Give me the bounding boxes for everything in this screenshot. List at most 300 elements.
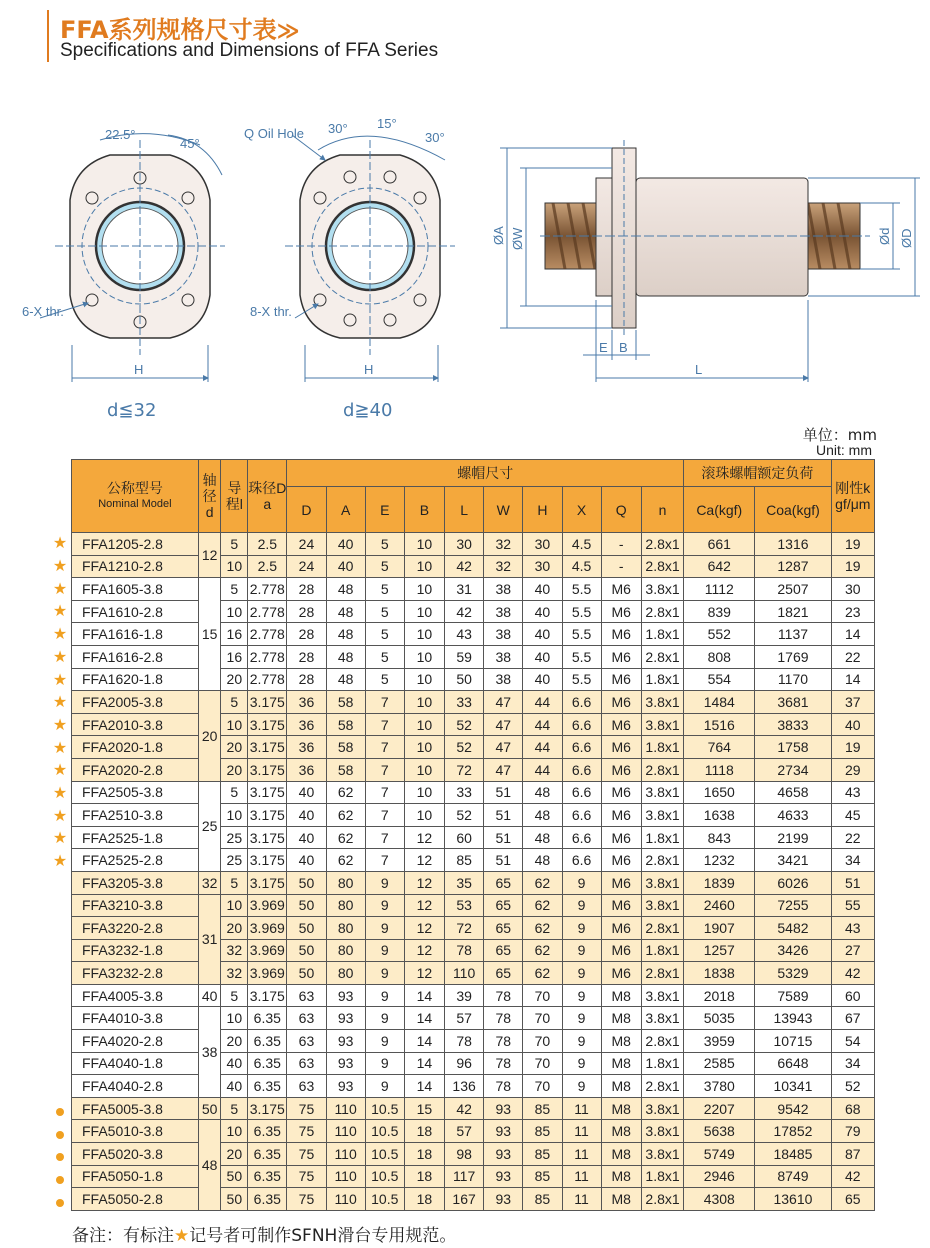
value-cell: 10 bbox=[404, 600, 444, 623]
value-cell: 93 bbox=[484, 1120, 523, 1143]
value-cell: 661 bbox=[684, 533, 755, 556]
value-cell: 2.778 bbox=[248, 600, 287, 623]
dimension-label: L bbox=[695, 362, 703, 377]
value-cell: 33 bbox=[445, 691, 484, 714]
value-cell: 3.8x1 bbox=[641, 1143, 683, 1166]
model-cell: FFA2525-2.8 bbox=[72, 849, 199, 872]
dot-icon bbox=[48, 1101, 72, 1124]
value-cell: 18485 bbox=[755, 1143, 831, 1166]
value-cell: 50 bbox=[445, 668, 484, 691]
value-cell: 34 bbox=[831, 849, 874, 872]
value-cell: 40 bbox=[326, 555, 365, 578]
value-cell: 50 bbox=[221, 1165, 248, 1188]
dimension-label: ØW bbox=[510, 227, 525, 250]
model-cell: FFA5010-3.8 bbox=[72, 1120, 199, 1143]
value-cell: 36 bbox=[287, 736, 326, 759]
value-cell: M6 bbox=[601, 713, 641, 736]
value-cell: 13610 bbox=[755, 1188, 831, 1211]
marker-empty bbox=[48, 942, 72, 965]
value-cell: 2.8x1 bbox=[641, 1075, 683, 1098]
value-cell: 6026 bbox=[755, 871, 831, 894]
value-cell: 1.8x1 bbox=[641, 1165, 683, 1188]
value-cell: 38 bbox=[198, 1007, 221, 1097]
angle-label: 30° bbox=[425, 130, 445, 145]
star-icon: ★ bbox=[52, 671, 68, 689]
marker-empty bbox=[48, 1078, 72, 1101]
value-cell: 7 bbox=[365, 691, 404, 714]
value-cell: 10.5 bbox=[365, 1143, 404, 1166]
value-cell: 5 bbox=[365, 533, 404, 556]
value-cell: 85 bbox=[445, 849, 484, 872]
value-cell: 15 bbox=[198, 578, 221, 691]
dimension-label: E bbox=[599, 340, 608, 355]
value-cell: 93 bbox=[326, 1052, 365, 1075]
value-cell: 7 bbox=[365, 713, 404, 736]
header-model: 公称型号 Nominal Model bbox=[72, 460, 199, 533]
value-cell: 2018 bbox=[684, 984, 755, 1007]
value-cell: 18 bbox=[404, 1143, 444, 1166]
model-cell: FFA5050-1.8 bbox=[72, 1165, 199, 1188]
table-row bbox=[72, 1143, 875, 1166]
value-cell: 9 bbox=[365, 1030, 404, 1053]
value-cell: 2734 bbox=[755, 758, 831, 781]
value-cell: 5638 bbox=[684, 1120, 755, 1143]
value-cell: 4633 bbox=[755, 804, 831, 827]
title-arrow-icon: ≫ bbox=[276, 19, 296, 44]
oil-hole-label: Q Oil Hole bbox=[244, 126, 304, 141]
value-cell: 1137 bbox=[755, 623, 831, 646]
table-row bbox=[72, 1120, 875, 1143]
value-cell: 2.8x1 bbox=[641, 533, 683, 556]
table-row bbox=[72, 533, 875, 556]
value-cell: 9 bbox=[562, 1052, 601, 1075]
value-cell: 5 bbox=[221, 781, 248, 804]
value-cell: 12 bbox=[404, 894, 444, 917]
value-cell: 48 bbox=[326, 645, 365, 668]
angle-label: 30° bbox=[328, 121, 348, 136]
value-cell: 10 bbox=[404, 578, 444, 601]
value-cell: 50 bbox=[287, 939, 326, 962]
value-cell: 7589 bbox=[755, 984, 831, 1007]
star-icon: ★ bbox=[52, 648, 68, 666]
value-cell: 110 bbox=[445, 962, 484, 985]
model-cell: FFA4040-2.8 bbox=[72, 1075, 199, 1098]
model-cell: FFA2505-3.8 bbox=[72, 781, 199, 804]
value-cell: M6 bbox=[601, 871, 641, 894]
value-cell: 1.8x1 bbox=[641, 623, 683, 646]
value-cell: 2.778 bbox=[248, 668, 287, 691]
flange-drawing-small bbox=[40, 134, 225, 382]
value-cell: 6.35 bbox=[248, 1007, 287, 1030]
model-cell: FFA5005-3.8 bbox=[72, 1097, 199, 1120]
value-cell: M8 bbox=[601, 984, 641, 1007]
model-cell: FFA1205-2.8 bbox=[72, 533, 199, 556]
value-cell: M6 bbox=[601, 736, 641, 759]
value-cell: 55 bbox=[831, 894, 874, 917]
value-cell: 6.6 bbox=[562, 713, 601, 736]
value-cell: 10 bbox=[404, 555, 444, 578]
value-cell: M6 bbox=[601, 894, 641, 917]
value-cell: 62 bbox=[326, 826, 365, 849]
value-cell: 62 bbox=[523, 871, 562, 894]
value-cell: 62 bbox=[326, 804, 365, 827]
value-cell: 65 bbox=[484, 871, 523, 894]
value-cell: 12 bbox=[404, 871, 444, 894]
value-cell: 47 bbox=[484, 736, 523, 759]
value-cell: 20 bbox=[221, 758, 248, 781]
value-cell: 12 bbox=[198, 533, 221, 578]
value-cell: 3.175 bbox=[248, 804, 287, 827]
value-cell: 7 bbox=[365, 849, 404, 872]
value-cell: 9 bbox=[365, 1052, 404, 1075]
value-cell: 51 bbox=[484, 826, 523, 849]
value-cell: 167 bbox=[445, 1188, 484, 1211]
technical-drawings bbox=[0, 100, 930, 420]
value-cell: M6 bbox=[601, 623, 641, 646]
star-icon: ★ bbox=[52, 603, 68, 621]
value-cell: 52 bbox=[445, 713, 484, 736]
value-cell: 1232 bbox=[684, 849, 755, 872]
value-cell: 6.6 bbox=[562, 849, 601, 872]
value-cell: 16 bbox=[221, 645, 248, 668]
value-cell: 9 bbox=[365, 984, 404, 1007]
value-cell: 11 bbox=[562, 1165, 601, 1188]
value-cell: 9 bbox=[562, 1030, 601, 1053]
table-row bbox=[72, 668, 875, 691]
value-cell: 93 bbox=[326, 1030, 365, 1053]
value-cell: 14 bbox=[404, 984, 444, 1007]
value-cell: 37 bbox=[831, 691, 874, 714]
value-cell: 93 bbox=[326, 984, 365, 1007]
marker-empty bbox=[48, 987, 72, 1010]
value-cell: 93 bbox=[484, 1097, 523, 1120]
value-cell: 50 bbox=[287, 894, 326, 917]
value-cell: 117 bbox=[445, 1165, 484, 1188]
dot-icon bbox=[48, 1169, 72, 1192]
value-cell: 75 bbox=[287, 1097, 326, 1120]
dot-icon bbox=[48, 1123, 72, 1146]
value-cell: 38 bbox=[484, 623, 523, 646]
value-cell: 78 bbox=[445, 1030, 484, 1053]
value-cell: 1638 bbox=[684, 804, 755, 827]
table-row bbox=[72, 623, 875, 646]
value-cell: 23 bbox=[831, 600, 874, 623]
value-cell: 554 bbox=[684, 668, 755, 691]
table-row bbox=[72, 849, 875, 872]
value-cell: 93 bbox=[484, 1143, 523, 1166]
value-cell: 3.8x1 bbox=[641, 1097, 683, 1120]
value-cell: - bbox=[601, 533, 641, 556]
value-cell: 40 bbox=[523, 645, 562, 668]
value-cell: 14 bbox=[404, 1052, 444, 1075]
value-cell: 7 bbox=[365, 781, 404, 804]
value-cell: 47 bbox=[484, 758, 523, 781]
value-cell: M6 bbox=[601, 939, 641, 962]
drawing-caption-small: d≦32 bbox=[107, 400, 157, 421]
value-cell: M8 bbox=[601, 1075, 641, 1098]
title-accent-bar bbox=[47, 10, 49, 62]
value-cell: 58 bbox=[326, 736, 365, 759]
value-cell: 843 bbox=[684, 826, 755, 849]
model-cell: FFA5020-3.8 bbox=[72, 1143, 199, 1166]
value-cell: 6.35 bbox=[248, 1120, 287, 1143]
value-cell: 40 bbox=[287, 781, 326, 804]
value-cell: 48 bbox=[326, 623, 365, 646]
value-cell: - bbox=[601, 555, 641, 578]
value-cell: 3.175 bbox=[248, 849, 287, 872]
value-cell: 80 bbox=[326, 939, 365, 962]
value-cell: 28 bbox=[287, 623, 326, 646]
value-cell: 10 bbox=[404, 713, 444, 736]
value-cell: 38 bbox=[484, 645, 523, 668]
value-cell: M8 bbox=[601, 1120, 641, 1143]
model-cell: FFA5050-2.8 bbox=[72, 1188, 199, 1211]
value-cell: 18 bbox=[404, 1120, 444, 1143]
value-cell: 4.5 bbox=[562, 555, 601, 578]
value-cell: M6 bbox=[601, 849, 641, 872]
value-cell: 10 bbox=[221, 894, 248, 917]
value-cell: 28 bbox=[287, 600, 326, 623]
value-cell: 5 bbox=[365, 645, 404, 668]
value-cell: 1257 bbox=[684, 939, 755, 962]
value-cell: 14 bbox=[404, 1075, 444, 1098]
value-cell: 12 bbox=[404, 917, 444, 940]
table-row bbox=[72, 826, 875, 849]
header-col: Ca(kgf) bbox=[684, 487, 755, 533]
star-icon: ★ bbox=[52, 694, 68, 712]
value-cell: 62 bbox=[523, 962, 562, 985]
value-cell: 47 bbox=[484, 713, 523, 736]
value-cell: 34 bbox=[831, 1052, 874, 1075]
value-cell: 5 bbox=[365, 600, 404, 623]
value-cell: 38 bbox=[484, 668, 523, 691]
value-cell: 52 bbox=[445, 736, 484, 759]
value-cell: 27 bbox=[831, 939, 874, 962]
value-cell: 36 bbox=[287, 691, 326, 714]
value-cell: 10 bbox=[404, 533, 444, 556]
value-cell: 10 bbox=[404, 623, 444, 646]
value-cell: 5035 bbox=[684, 1007, 755, 1030]
value-cell: 3681 bbox=[755, 691, 831, 714]
table-row bbox=[72, 645, 875, 668]
value-cell: 10 bbox=[404, 691, 444, 714]
value-cell: 24 bbox=[287, 533, 326, 556]
table-row bbox=[72, 758, 875, 781]
value-cell: 20 bbox=[221, 917, 248, 940]
value-cell: 80 bbox=[326, 962, 365, 985]
header-col: E bbox=[365, 487, 404, 533]
table-row bbox=[72, 555, 875, 578]
value-cell: 65 bbox=[484, 917, 523, 940]
value-cell: 1758 bbox=[755, 736, 831, 759]
value-cell: 16 bbox=[221, 623, 248, 646]
value-cell: 10 bbox=[221, 804, 248, 827]
value-cell: 11 bbox=[562, 1188, 601, 1211]
value-cell: M6 bbox=[601, 668, 641, 691]
table-row bbox=[72, 736, 875, 759]
value-cell: 70 bbox=[523, 1052, 562, 1075]
value-cell: M6 bbox=[601, 804, 641, 827]
value-cell: 42 bbox=[445, 1097, 484, 1120]
value-cell: M8 bbox=[601, 1007, 641, 1030]
table-row bbox=[72, 691, 875, 714]
value-cell: 3.8x1 bbox=[641, 804, 683, 827]
table-row bbox=[72, 984, 875, 1007]
value-cell: 4.5 bbox=[562, 533, 601, 556]
value-cell: 3.969 bbox=[248, 939, 287, 962]
value-cell: 7255 bbox=[755, 894, 831, 917]
page-subtitle: Specifications and Dimensions of FFA Series bbox=[60, 40, 439, 61]
value-cell: 32 bbox=[221, 939, 248, 962]
value-cell: 40 bbox=[221, 1052, 248, 1075]
value-cell: 12 bbox=[404, 939, 444, 962]
value-cell: 63 bbox=[287, 1030, 326, 1053]
value-cell: 75 bbox=[287, 1120, 326, 1143]
value-cell: 78 bbox=[445, 939, 484, 962]
value-cell: M8 bbox=[601, 1052, 641, 1075]
value-cell: 2.8x1 bbox=[641, 758, 683, 781]
value-cell: 96 bbox=[445, 1052, 484, 1075]
value-cell: 40 bbox=[287, 804, 326, 827]
value-cell: 51 bbox=[484, 781, 523, 804]
value-cell: 85 bbox=[523, 1143, 562, 1166]
angle-label: 45° bbox=[180, 136, 200, 151]
value-cell: 10 bbox=[221, 713, 248, 736]
dimension-label: Ød bbox=[877, 227, 892, 245]
value-cell: 9 bbox=[365, 894, 404, 917]
header-rigidity: 刚性kgf/μm bbox=[831, 460, 874, 533]
dimension-label: B bbox=[619, 340, 628, 355]
value-cell: 87 bbox=[831, 1143, 874, 1166]
value-cell: 93 bbox=[484, 1188, 523, 1211]
value-cell: 54 bbox=[831, 1030, 874, 1053]
value-cell: 57 bbox=[445, 1007, 484, 1030]
value-cell: 2.8x1 bbox=[641, 555, 683, 578]
value-cell: 5 bbox=[365, 555, 404, 578]
value-cell: 13943 bbox=[755, 1007, 831, 1030]
value-cell: 5 bbox=[365, 668, 404, 691]
value-cell: 40 bbox=[221, 1075, 248, 1098]
value-cell: 42 bbox=[831, 962, 874, 985]
value-cell: 72 bbox=[445, 917, 484, 940]
value-cell: 75 bbox=[287, 1165, 326, 1188]
value-cell: 4658 bbox=[755, 781, 831, 804]
model-cell: FFA2510-3.8 bbox=[72, 804, 199, 827]
value-cell: 1907 bbox=[684, 917, 755, 940]
flange-drawing-large bbox=[285, 135, 455, 382]
value-cell: 28 bbox=[287, 668, 326, 691]
value-cell: 62 bbox=[326, 849, 365, 872]
value-cell: 63 bbox=[287, 984, 326, 1007]
value-cell: 9 bbox=[365, 1075, 404, 1098]
value-cell: 2.8x1 bbox=[641, 849, 683, 872]
value-cell: 2.8x1 bbox=[641, 962, 683, 985]
value-cell: 764 bbox=[684, 736, 755, 759]
value-cell: 32 bbox=[484, 555, 523, 578]
value-cell: 40 bbox=[198, 984, 221, 1007]
value-cell: 6.6 bbox=[562, 736, 601, 759]
value-cell: 1.8x1 bbox=[641, 736, 683, 759]
value-cell: 43 bbox=[831, 917, 874, 940]
value-cell: 3.175 bbox=[248, 871, 287, 894]
value-cell: 8749 bbox=[755, 1165, 831, 1188]
value-cell: 85 bbox=[523, 1188, 562, 1211]
value-cell: 25 bbox=[221, 826, 248, 849]
value-cell: 44 bbox=[523, 758, 562, 781]
value-cell: 110 bbox=[326, 1097, 365, 1120]
value-cell: 5482 bbox=[755, 917, 831, 940]
value-cell: 1.8x1 bbox=[641, 1052, 683, 1075]
value-cell: 75 bbox=[287, 1188, 326, 1211]
value-cell: M6 bbox=[601, 826, 641, 849]
value-cell: 4308 bbox=[684, 1188, 755, 1211]
value-cell: 70 bbox=[523, 1075, 562, 1098]
model-cell: FFA1620-1.8 bbox=[72, 668, 199, 691]
header-col: W bbox=[484, 487, 523, 533]
value-cell: 6.35 bbox=[248, 1075, 287, 1098]
value-cell: 10 bbox=[404, 645, 444, 668]
model-cell: FFA4020-2.8 bbox=[72, 1030, 199, 1053]
value-cell: M6 bbox=[601, 781, 641, 804]
table-row bbox=[72, 1030, 875, 1053]
value-cell: 32 bbox=[484, 533, 523, 556]
value-cell: 59 bbox=[445, 645, 484, 668]
value-cell: 839 bbox=[684, 600, 755, 623]
value-cell: 32 bbox=[221, 962, 248, 985]
value-cell: 9 bbox=[365, 1007, 404, 1030]
header-col: Coa(kgf) bbox=[755, 487, 831, 533]
marker-empty bbox=[48, 1010, 72, 1033]
value-cell: 1112 bbox=[684, 578, 755, 601]
model-cell: FFA2020-1.8 bbox=[72, 736, 199, 759]
value-cell: 40 bbox=[523, 668, 562, 691]
value-cell: 5 bbox=[221, 1097, 248, 1120]
value-cell: 85 bbox=[523, 1165, 562, 1188]
value-cell: M8 bbox=[601, 1165, 641, 1188]
value-cell: 40 bbox=[326, 533, 365, 556]
value-cell: 17852 bbox=[755, 1120, 831, 1143]
value-cell: 48 bbox=[523, 781, 562, 804]
model-cell: FFA3232-2.8 bbox=[72, 962, 199, 985]
value-cell: 40 bbox=[287, 826, 326, 849]
value-cell: 93 bbox=[326, 1075, 365, 1098]
value-cell: 9 bbox=[562, 962, 601, 985]
header-col: X bbox=[562, 487, 601, 533]
value-cell: 9 bbox=[365, 917, 404, 940]
value-cell: 11 bbox=[562, 1143, 601, 1166]
value-cell: 45 bbox=[831, 804, 874, 827]
model-cell: FFA3205-3.8 bbox=[72, 871, 199, 894]
value-cell: 43 bbox=[445, 623, 484, 646]
value-cell: 63 bbox=[287, 1052, 326, 1075]
marker-empty bbox=[48, 1032, 72, 1055]
value-cell: 48 bbox=[326, 600, 365, 623]
value-cell: 3.175 bbox=[248, 826, 287, 849]
value-cell: 9 bbox=[562, 894, 601, 917]
value-cell: 38 bbox=[484, 600, 523, 623]
value-cell: 52 bbox=[445, 804, 484, 827]
value-cell: 50 bbox=[287, 962, 326, 985]
value-cell: 65 bbox=[831, 1188, 874, 1211]
value-cell: 20 bbox=[221, 736, 248, 759]
value-cell: 110 bbox=[326, 1143, 365, 1166]
value-cell: 7 bbox=[365, 804, 404, 827]
header-ball: 珠径Da bbox=[248, 460, 287, 533]
value-cell: 110 bbox=[326, 1188, 365, 1211]
value-cell: 10 bbox=[221, 1007, 248, 1030]
model-cell: FFA4040-1.8 bbox=[72, 1052, 199, 1075]
value-cell: 20 bbox=[221, 1143, 248, 1166]
